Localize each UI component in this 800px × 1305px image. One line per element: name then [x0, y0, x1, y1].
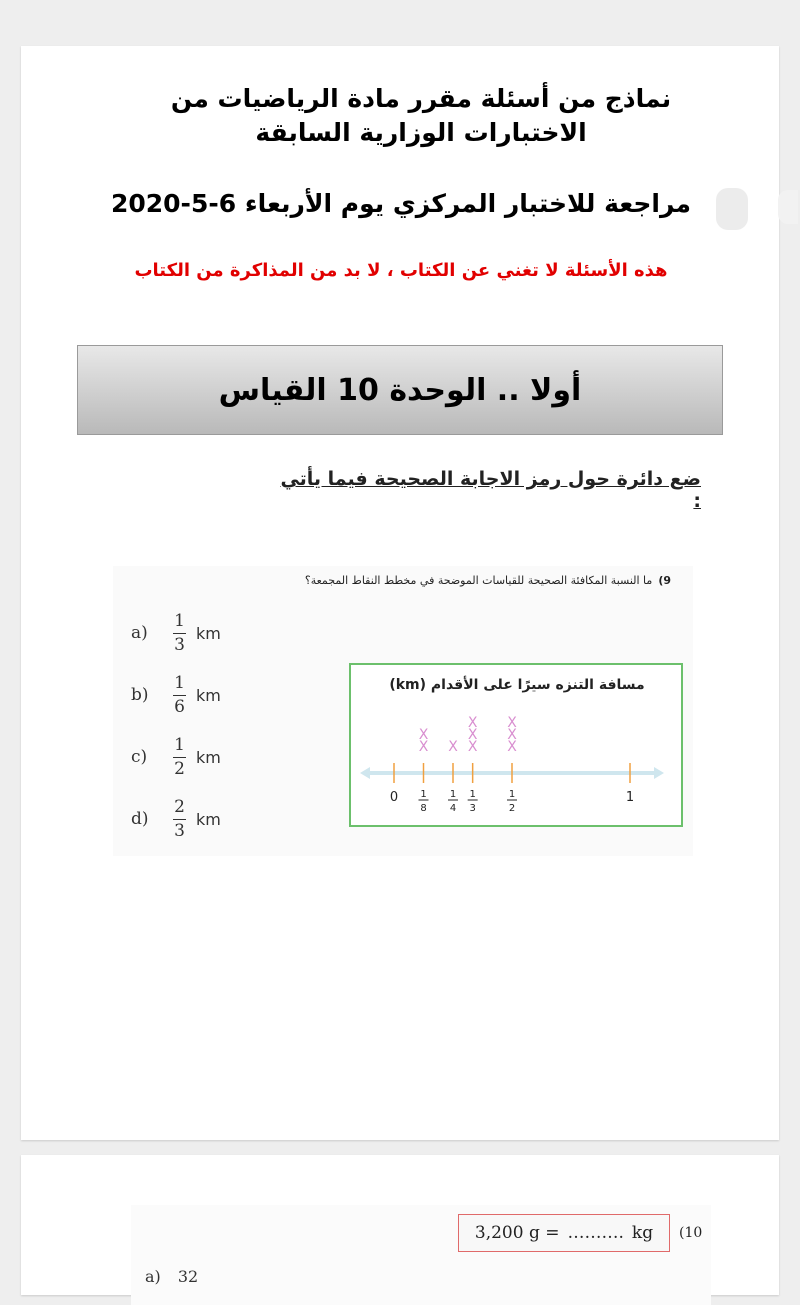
instruction-text: ضع دائرة حول رمز الاجابة الصحيحة فيما يأتي : [280, 468, 701, 512]
fraction-denominator: 6 [174, 696, 185, 717]
x-tick-label: 1 [625, 790, 635, 805]
plot-x-mark: X [418, 739, 429, 755]
document-page-2 [21, 1155, 779, 1295]
x-tick-numerator: 1 [508, 789, 516, 800]
fraction-denominator: 2 [174, 758, 185, 779]
question-9-number: 9) [658, 574, 671, 587]
question-10-number: (10 [679, 1225, 703, 1241]
option-unit: km [196, 747, 221, 767]
option-unit: km [196, 809, 221, 829]
option-fraction [173, 674, 186, 717]
review-date-heading: مراجعة للاختبار المركزي يوم الأربعاء 6-5-2020 [110, 189, 692, 218]
fraction-numerator: 1 [174, 672, 185, 693]
right-edge-tab [778, 190, 798, 224]
question-10-option-a[interactable] [145, 1267, 198, 1286]
line-plot-chart [349, 663, 683, 827]
equation-blank: ………. [567, 1223, 624, 1243]
option-label: c) [131, 747, 148, 767]
question-9-text: ما النسبة المكافئة الصحيحة للقياسات الموضحة في مخطط النقاط المجمعة؟ [304, 574, 653, 587]
x-tick-numerator: 1 [449, 789, 457, 800]
fraction-denominator: 3 [174, 820, 185, 841]
x-tick-denominator: 3 [469, 803, 476, 814]
option-unit: km [196, 623, 221, 643]
option-unit: km [196, 685, 221, 705]
chart-title: مسافة التنزه سيرًا على الأقدام (km) [389, 677, 645, 693]
option-label: a) [131, 623, 148, 643]
plot-x-mark: X [507, 715, 517, 731]
option-value: 32 [177, 1267, 199, 1286]
page-title: نماذج من أسئلة مقرر مادة الرياضيات من الاختبارات الوزارية السابقة [170, 84, 672, 147]
plot-x-mark: X [507, 727, 517, 743]
option-fraction [173, 736, 186, 779]
fraction-numerator: 2 [174, 796, 185, 817]
option-b[interactable] [131, 670, 221, 720]
question-10-equation [458, 1214, 670, 1252]
plot-x-mark: X [507, 739, 517, 755]
axis-arrow-left [360, 767, 370, 779]
warning-note: هذه الأسئلة لا تغني عن الكتاب ، لا بد من المذاكرة من الكتاب [134, 260, 668, 281]
x-tick-denominator: 4 [449, 803, 457, 814]
fraction-denominator: 3 [174, 634, 185, 655]
x-tick-numerator: 1 [469, 789, 476, 800]
x-tick-denominator: 8 [420, 803, 427, 814]
option-fraction [173, 612, 186, 655]
fraction-numerator: 1 [174, 610, 185, 631]
option-fraction [173, 798, 186, 841]
side-scroll-handle[interactable] [716, 188, 748, 230]
plot-x-mark: X [448, 739, 458, 755]
plot-x-mark: X [467, 727, 478, 743]
document-page-1 [21, 46, 779, 1140]
x-tick-denominator: 2 [508, 803, 516, 814]
plot-x-mark: X [467, 739, 478, 755]
x-tick-numerator: 1 [420, 789, 427, 800]
option-label: a) [145, 1267, 161, 1286]
equation-unit: kg [631, 1223, 654, 1243]
option-a[interactable] [131, 608, 221, 658]
equation-left: 3,200 g = [474, 1223, 560, 1243]
line-plot-svg [351, 665, 681, 825]
unit-banner [77, 345, 723, 435]
question-9 [113, 566, 693, 856]
fraction-numerator: 1 [174, 734, 185, 755]
option-label: b) [131, 685, 149, 705]
option-label: d) [131, 809, 149, 829]
option-d[interactable] [131, 794, 221, 844]
unit-banner-text: أولا .. الوحدة 10 القياس [218, 372, 582, 408]
axis-arrow-right [654, 767, 664, 779]
question-9-prompt [305, 574, 671, 587]
option-c[interactable] [131, 732, 221, 782]
plot-x-mark: X [467, 715, 478, 731]
x-tick-label: 0 [389, 790, 399, 805]
plot-x-mark: X [418, 727, 429, 743]
